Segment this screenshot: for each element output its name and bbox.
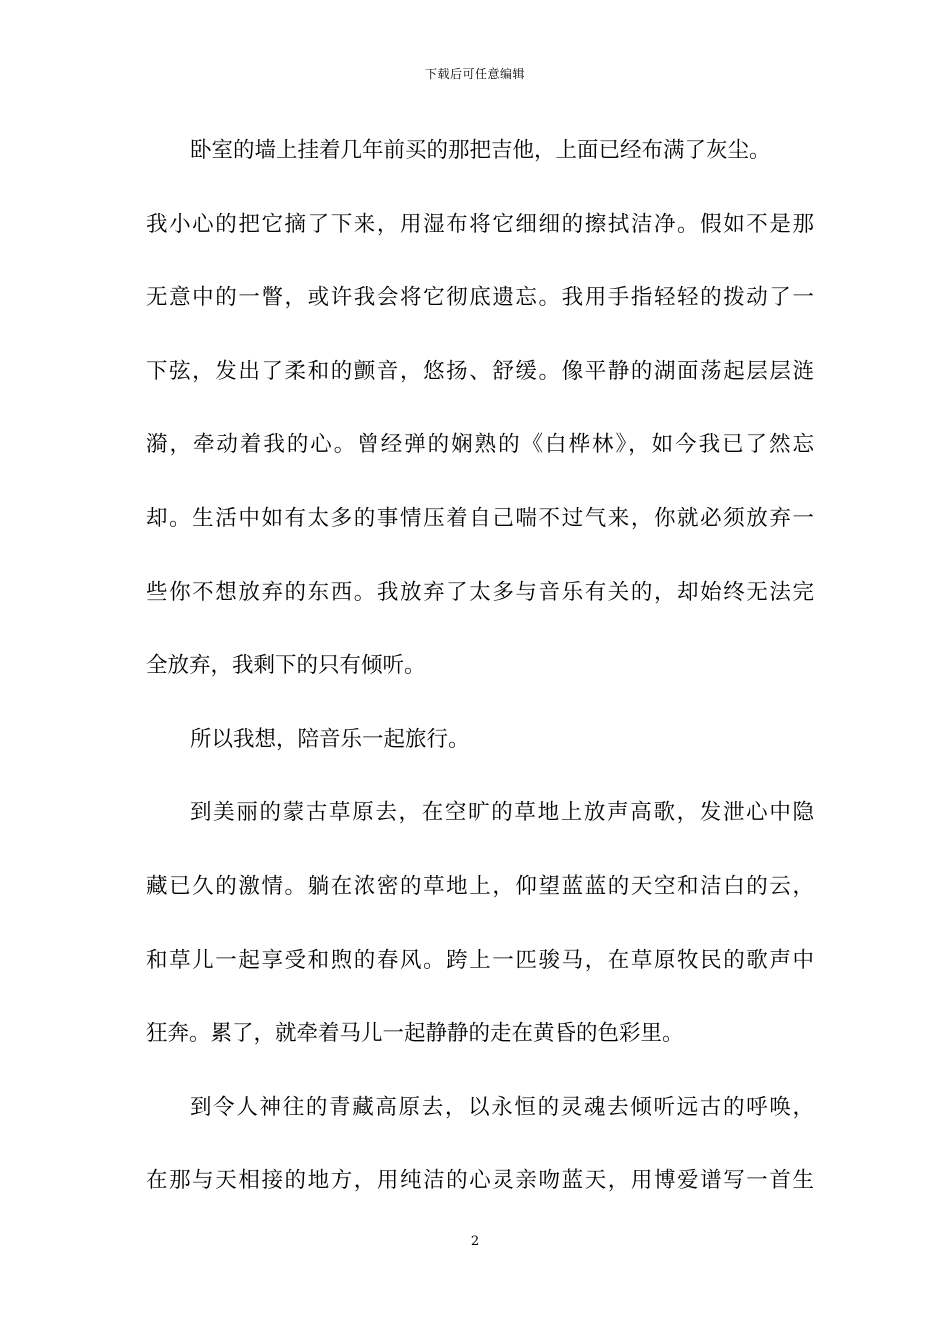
text-line: 和草儿一起享受和煦的春风。跨上一匹骏马，在草原牧民的歌声中 xyxy=(146,947,814,973)
text-line: 无意中的一瞥，或许我会将它彻底遗忘。我用手指轻轻的拨动了一 xyxy=(146,285,814,311)
text-line: 我小心的把它摘了下来，用湿布将它细细的擦拭洁净。假如不是那 xyxy=(146,211,814,237)
text-line: 些你不想放弃的东西。我放弃了太多与音乐有关的，却始终无法完 xyxy=(146,579,814,605)
text-line: 所以我想，陪音乐一起旅行。 xyxy=(190,726,470,752)
text-line: 藏已久的激情。躺在浓密的草地上，仰望蓝蓝的天空和洁白的云， xyxy=(146,873,814,899)
text-line: 全放弃，我剩下的只有倾听。 xyxy=(146,653,426,679)
text-line: 在那与天相接的地方，用纯洁的心灵亲吻蓝天，用博爱谱写一首生 xyxy=(146,1168,814,1194)
text-line: 下弦，发出了柔和的颤音，悠扬、舒缓。像平静的湖面荡起层层涟 xyxy=(146,358,814,384)
text-line: 漪，牵动着我的心。曾经弹的娴熟的《白桦林》，如今我已了然忘 xyxy=(146,432,814,458)
page-number: 2 xyxy=(470,1234,480,1249)
text-line: 狂奔。累了，就牵着马儿一起静静的走在黄昏的色彩里。 xyxy=(146,1021,684,1047)
text-line: 到美丽的蒙古草原去，在空旷的草地上放声高歌，发泄心中隐 xyxy=(190,800,814,826)
text-line: 却。生活中如有太多的事情压着自己喘不过气来，你就必须放弃一 xyxy=(146,505,814,531)
text-line: 到令人神往的青藏高原去，以永恒的灵魂去倾听远古的呼唤， xyxy=(190,1094,814,1120)
body-text xyxy=(146,126,814,1230)
text-line: 卧室的墙上挂着几年前买的那把吉他，上面已经布满了灰尘。 xyxy=(190,138,771,163)
page-header: 下载后可任意编辑 xyxy=(424,67,525,81)
